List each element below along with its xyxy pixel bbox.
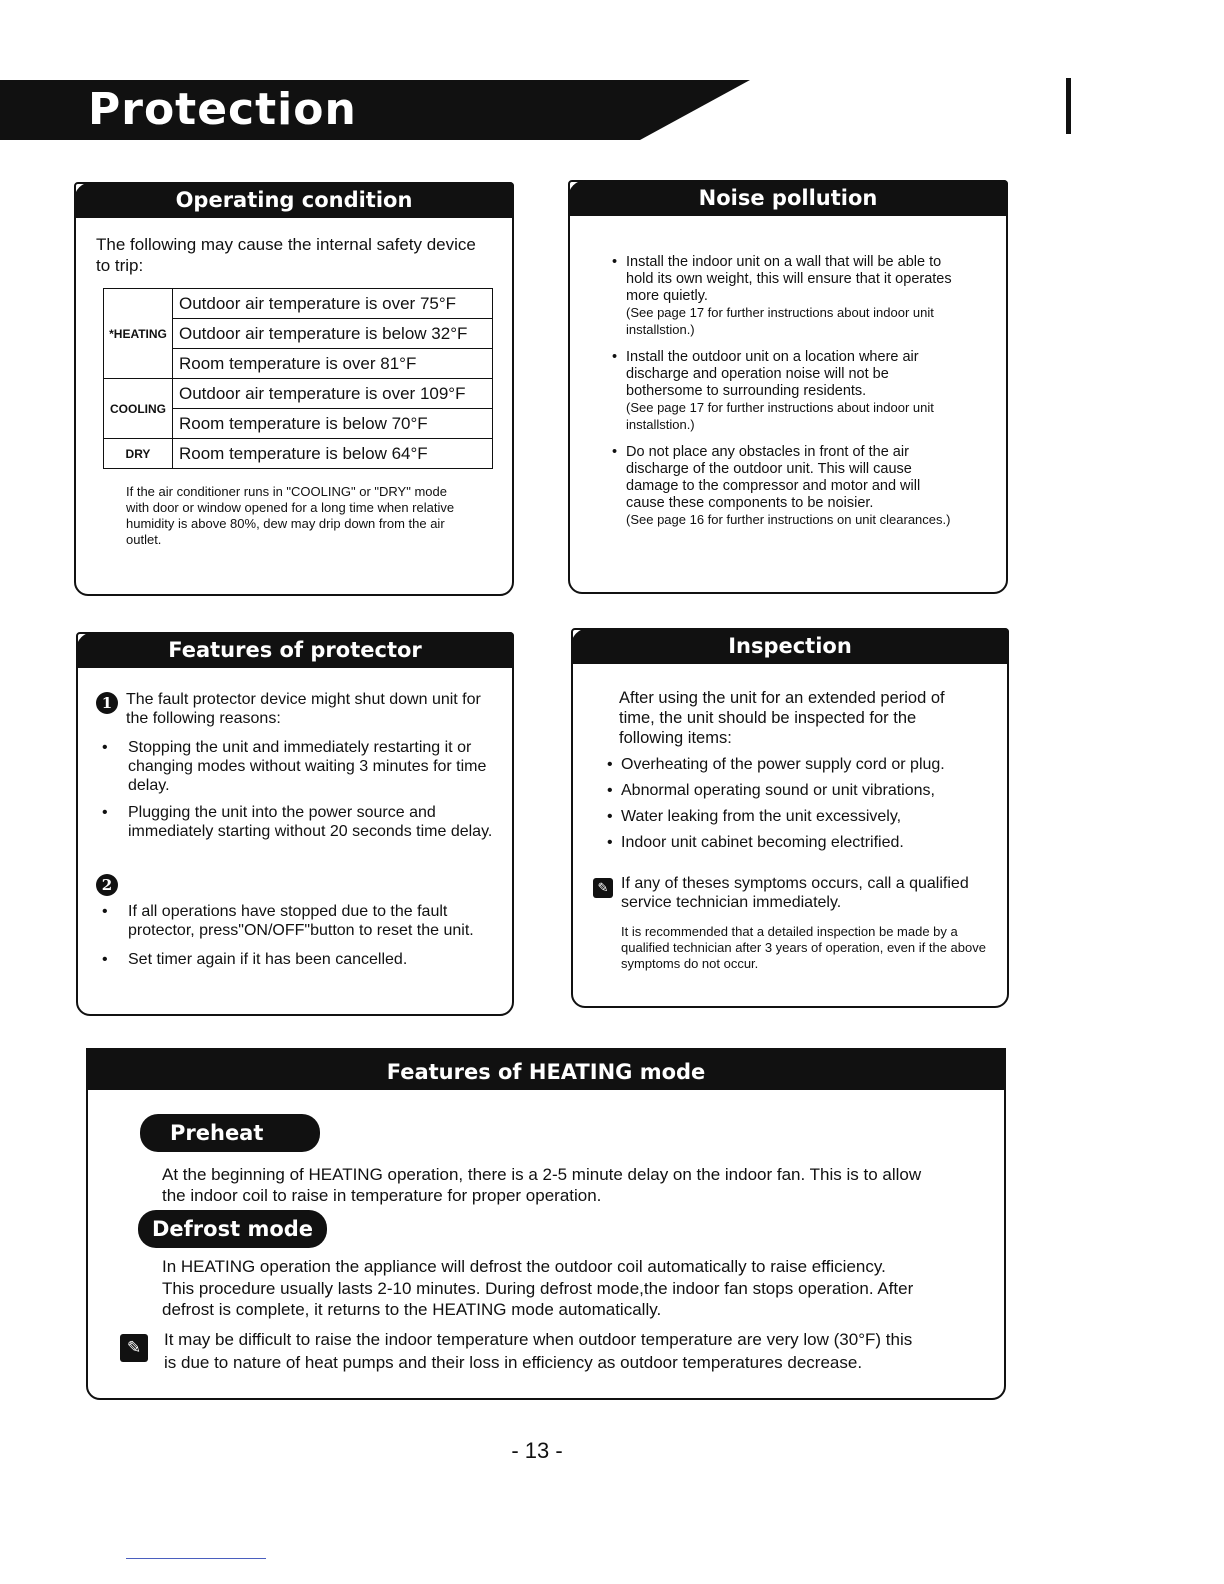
list-item: • If all operations have stopped due to the fault protector, press"ON/OFF"button to reset the unit.	[102, 902, 502, 940]
condition-cell: Room temperature is below 70°F	[173, 409, 493, 439]
condition-cell: Outdoor air temperature is over 109°F	[173, 379, 493, 409]
noise-item-ref: (See page 17 for further instructions about indoor unit installstion.)	[626, 400, 934, 432]
list-item: • Water leaking from the unit excessively,	[607, 804, 987, 830]
heating-note: It may be difficult to raise the indoor temperature when outdoor temperature are very low (30°F) this is due to nature of heat pumps and their loss in efficiency as outdoor temperatures decrease.	[164, 1330, 913, 1372]
condition-cell: Outdoor air temperature is below 32°F	[173, 319, 493, 349]
noise-item-ref: (See page 16 for further instructions on unit clearances.)	[626, 512, 951, 527]
list-item: • Overheating of the power supply cord or plug.	[607, 752, 987, 778]
inspection-list	[607, 752, 987, 856]
page-number: - 13 -	[511, 1438, 563, 1463]
operating-note: If the air conditioner runs in "COOLING" or "DRY" mode with door or window opened for a long time when relative humidity is above 80%, dew may drip down from the air outlet.	[126, 484, 455, 547]
footnote-rule	[126, 1558, 266, 1559]
note-icon: ✎	[120, 1334, 148, 1362]
noise-pollution-heading: Noise pollution	[568, 180, 1008, 216]
mode-dry: DRY	[104, 439, 173, 469]
list-item: • Stopping the unit and immediately restarting it or changing modes without waiting 3 minutes for time delay.	[102, 738, 502, 795]
inspection-panel	[571, 628, 1009, 1008]
noise-item-text: Install the indoor unit on a wall that will be able to hold its own weight, this will ensure that it operates more quietly.	[626, 254, 952, 304]
protector-lead: The fault protector device might shut down unit for the following reasons:	[126, 691, 481, 727]
noise-item-ref: (See page 17 for further instructions about indoor unit installstion.)	[626, 305, 934, 337]
protector-panel	[76, 632, 514, 1016]
noise-list	[612, 254, 962, 529]
heating-mode-panel	[86, 1048, 1006, 1400]
number-one-icon: 1	[96, 692, 118, 714]
page-title: Protection	[88, 84, 357, 135]
number-two-icon: 2	[96, 874, 118, 896]
list-item	[612, 254, 962, 339]
list-item: • Plugging the unit into the power source and immediately starting without 20 seconds time delay.	[102, 803, 502, 841]
table-row	[104, 289, 493, 319]
inspection-note: If any of theses symptoms occurs, call a qualified service technician immediately.	[621, 875, 969, 911]
heating-mode-heading: Features of HEATING mode	[86, 1048, 1006, 1090]
preheat-text: At the beginning of HEATING operation, there is a 2-5 minute delay on the indoor fan. This is to allow the indoor coil to raise in temperature for proper operation.	[162, 1165, 922, 1205]
note-icon: ✎	[593, 878, 613, 898]
mode-cooling: COOLING	[104, 379, 173, 439]
defrost-text: In HEATING operation the appliance will defrost the outdoor coil automatically to raise efficiency. This procedure usually lasts 2-10 minutes. During defrost mode,the indoor fan stops operation. After defrost is complete, it returns to the HEATING mode automatically.	[162, 1257, 914, 1319]
list-item	[612, 444, 962, 529]
operating-condition-panel	[74, 182, 514, 596]
defrost-mode-label: Defrost mode	[138, 1210, 327, 1248]
condition-cell: Room temperature is below 64°F	[173, 439, 493, 469]
list-item: • Abnormal operating sound or unit vibrations,	[607, 778, 987, 804]
noise-item-text: Do not place any obstacles in front of the air discharge of the outdoor unit. This will cause damage to the compressor and motor and will cause these components to be noisier.	[626, 444, 921, 511]
inspection-intro: After using the unit for an extended period of time, the unit should be inspected for the following items:	[619, 689, 945, 747]
inspection-recommendation: It is recommended that a detailed inspection be made by a qualified technician after 3 years of operation, even if the above symptoms do not occur.	[621, 924, 986, 971]
protector-list-1	[102, 738, 502, 841]
preheat-label: Preheat	[140, 1114, 320, 1152]
noise-item-text: Install the outdoor unit on a location where air discharge and operation noise will not be bothersome to surrounding residents.	[626, 349, 919, 399]
list-item: • Indoor unit cabinet becoming electrified.	[607, 830, 987, 856]
operating-condition-heading: Operating condition	[74, 182, 514, 218]
condition-cell: Room temperature is over 81°F	[173, 349, 493, 379]
operating-condition-table	[103, 288, 493, 469]
table-row	[104, 379, 493, 409]
protector-list-2	[102, 902, 502, 969]
operating-intro: The following may cause the internal safety device to trip:	[96, 235, 476, 275]
list-item	[612, 349, 962, 434]
list-item: • Set timer again if it has been cancelled.	[102, 950, 502, 969]
protector-heading: Features of protector	[76, 632, 514, 668]
margin-mark	[1066, 78, 1071, 134]
table-row	[104, 439, 493, 469]
condition-cell: Outdoor air temperature is over 75°F	[173, 289, 493, 319]
noise-pollution-panel	[568, 180, 1008, 594]
inspection-heading: Inspection	[571, 628, 1009, 664]
mode-heating: *HEATING	[104, 289, 173, 379]
